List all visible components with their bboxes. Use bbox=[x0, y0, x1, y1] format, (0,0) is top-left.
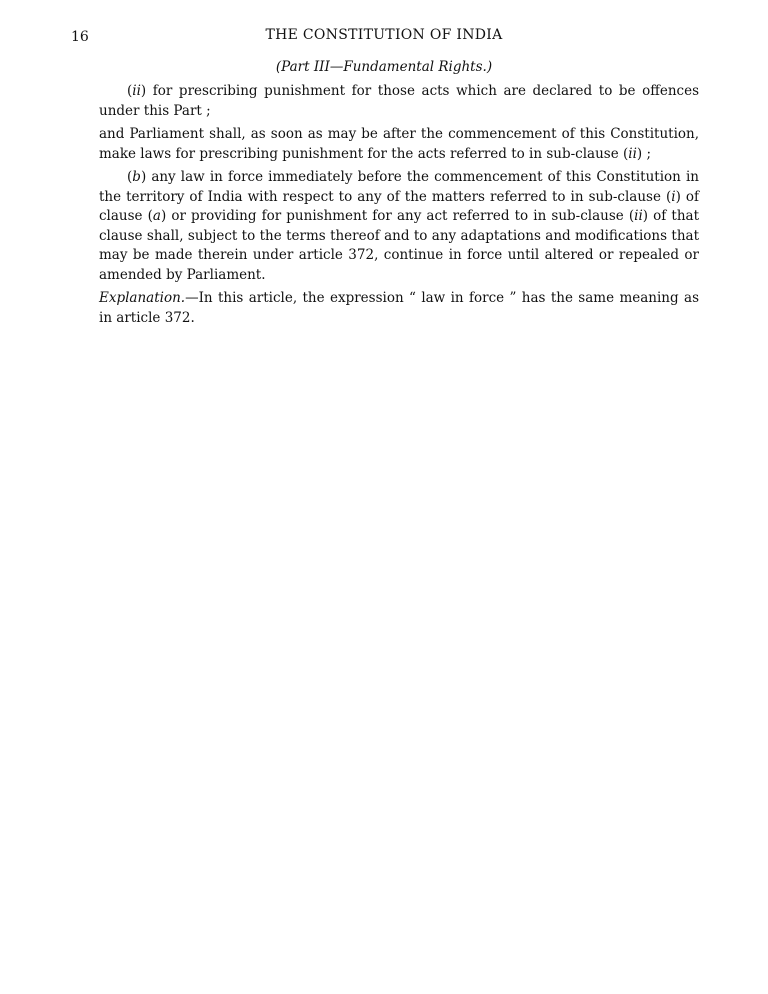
text-run: ) of clause ( bbox=[99, 188, 699, 224]
paragraph-explanation bbox=[99, 289, 699, 328]
paragraph-clause-b bbox=[99, 168, 699, 285]
text-run: ) any law in force immediately before the commencement of this Constitution in the territory of India with respect to any of the matters referred to in sub-clause ( bbox=[99, 169, 699, 205]
text-run: ) of that clause shall, subject to the terms thereof and to any adaptations and modifications that may be made therein under article 372, continue in force until altered or repealed or amended by Parliament. bbox=[99, 208, 699, 283]
clause-marker: ii bbox=[634, 208, 643, 224]
part-heading: (Part III—Fundamental Rights.) bbox=[275, 59, 493, 75]
page-number: 16 bbox=[71, 29, 89, 45]
text-run: ( bbox=[127, 83, 133, 99]
clause-marker: b bbox=[132, 169, 141, 185]
text-run: ( bbox=[127, 169, 133, 185]
paragraph-parliament bbox=[99, 125, 699, 164]
text-run: ) for prescribing punishment for those acts which are declared to be offences under this Part ; bbox=[99, 83, 699, 119]
clause-marker: ii bbox=[628, 145, 637, 162]
document-body bbox=[99, 82, 699, 332]
explanation-label: Explanation. bbox=[99, 290, 186, 306]
text-run: ) or providing for punishment for any act referred to in sub-clause ( bbox=[160, 208, 635, 224]
running-head: THE CONSTITUTION OF INDIA bbox=[265, 27, 503, 43]
paragraph-sub-clause-ii bbox=[99, 82, 699, 121]
text-run: ) ; bbox=[636, 145, 652, 162]
clause-marker: a bbox=[152, 208, 161, 224]
clause-marker: i bbox=[671, 188, 676, 205]
clause-marker: ii bbox=[132, 83, 141, 99]
text-run: —In this article, the expression “ law in force ” has the same meaning as in article 372. bbox=[99, 290, 699, 326]
text-run: and Parliament shall, as soon as may be after the commencement of this Constitution, make laws for prescribing punishment for the acts referred to in sub-clause ( bbox=[99, 126, 699, 162]
